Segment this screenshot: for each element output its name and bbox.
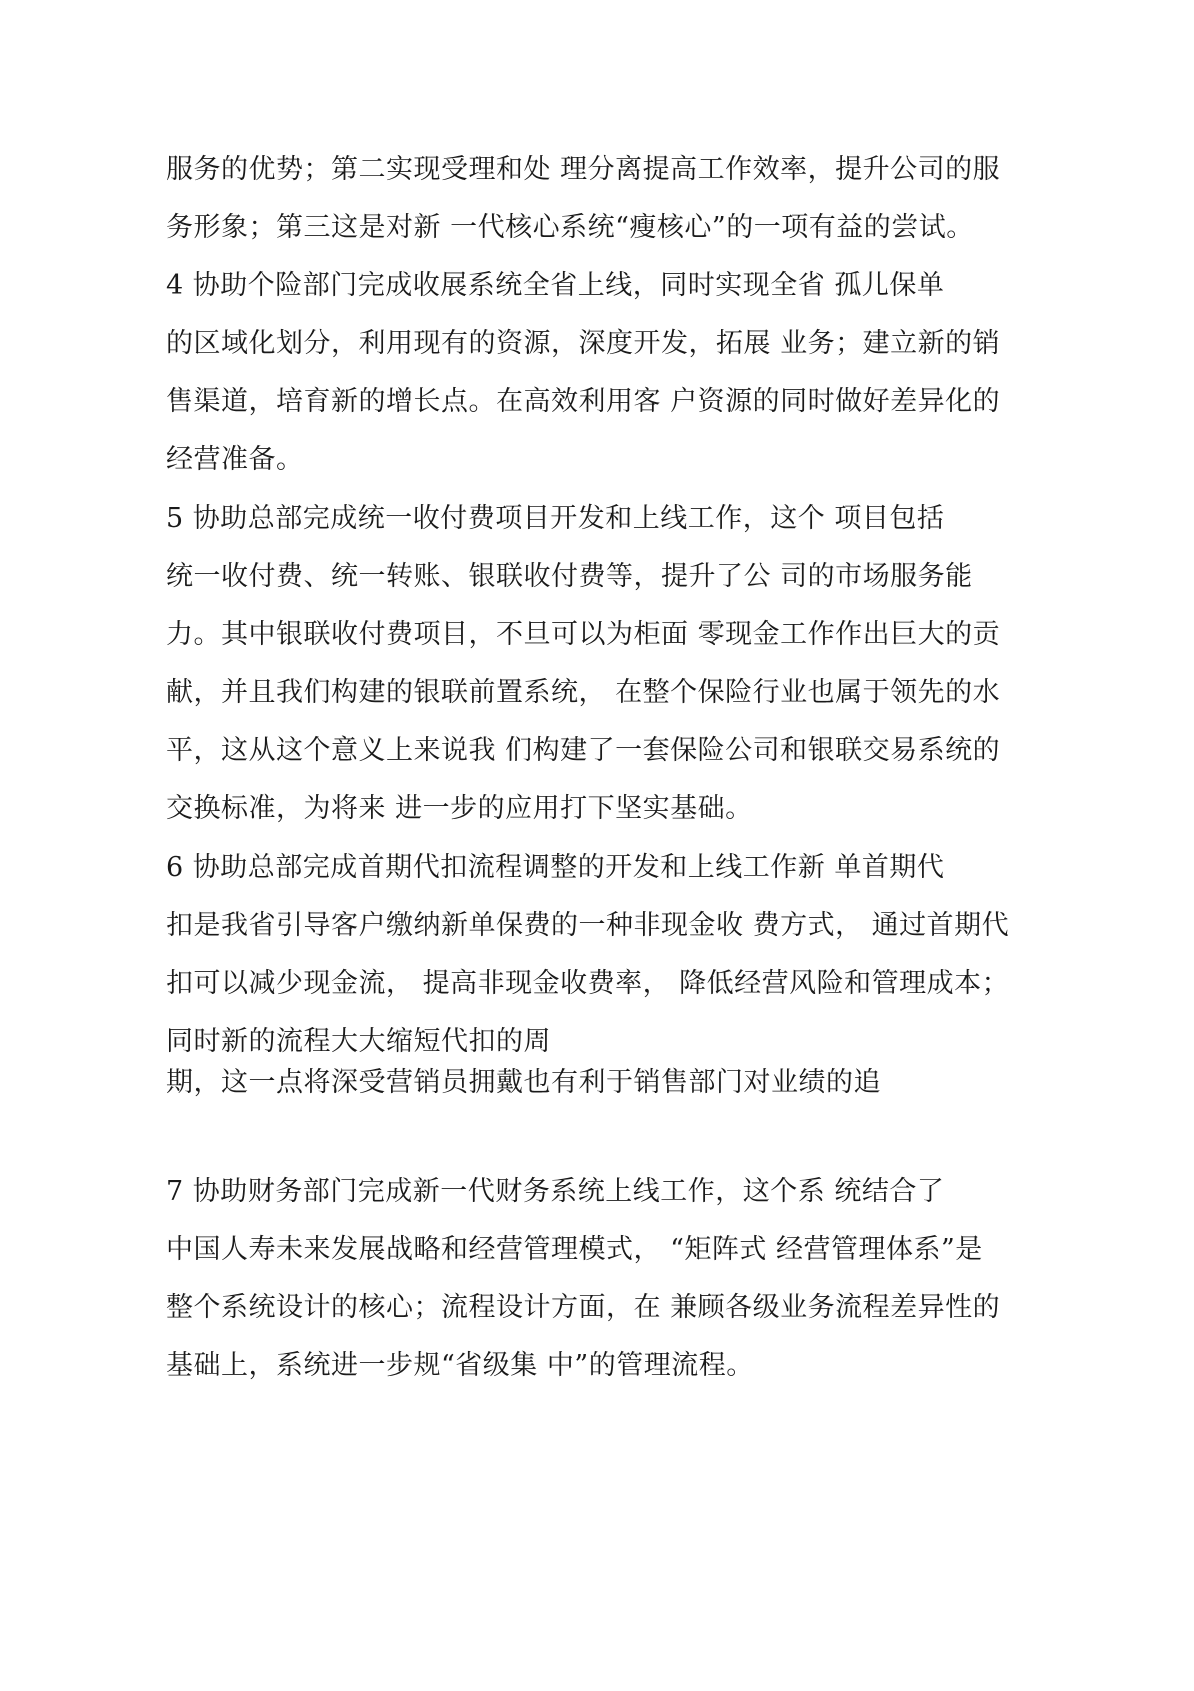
text-line: 整个系统设计的核心；流程设计方面，在 兼顾各级业务流程差异性的	[166, 1292, 1001, 1323]
text-line: 扣是我省引导客户缴纳新单保费的一种非现金收 费方式， 通过首期代	[166, 910, 1010, 941]
text-line: 的区域化划分，利用现有的资源，深度开发，拓展 业务；建立新的销	[166, 328, 1001, 359]
text-line: 经营准备。	[166, 444, 304, 475]
text-line: 6 协助总部完成首期代扣流程调整的开发和上线工作新 单首期代	[166, 852, 945, 883]
text-line: 平，这从这个意义上来说我 们构建了一套保险公司和银联交易系统的	[166, 735, 1001, 766]
text-line: 期，这一点将深受营销员拥戴也有利于销售部门对业绩的追	[166, 1067, 881, 1098]
text-line: 中国人寿未来发展战略和经营管理模式， “矩阵式 经营管理体系”是	[166, 1234, 983, 1265]
text-line: 献，并且我们构建的银联前置系统， 在整个保险行业也属于领先的水	[166, 677, 1001, 708]
text-line: 统一收付费、统一转账、银联收付费等，提升了公 司的市场服务能	[166, 561, 973, 592]
text-line: 扣可以减少现金流， 提高非现金收费率， 降低经营风险和管理成本；	[166, 968, 1010, 999]
text-line: 交换标准，为将来 进一步的应用打下坚实基础。	[166, 793, 753, 824]
text-line: 4 协助个险部门完成收展系统全省上线，同时实现全省 孤儿保单	[166, 270, 945, 301]
text-line: 服务的优势；第二实现受理和处 理分离提高工作效率，提升公司的服	[166, 154, 1001, 185]
text-line: 7 协助财务部门完成新一代财务系统上线工作，这个系 统结合了	[166, 1176, 945, 1207]
text-line: 力。其中银联收付费项目，不旦可以为柜面 零现金工作作出巨大的贡	[166, 619, 1001, 650]
text-line: 务形象；第三这是对新 一代核心系统“瘦核心”的一项有益的尝试。	[166, 212, 974, 243]
text-line: 售渠道，培育新的增长点。在高效利用客 户资源的同时做好差异化的	[166, 386, 1001, 417]
text-line: 基础上，系统进一步规“省级集 中”的管理流程。	[166, 1350, 754, 1381]
text-line: 5 协助总部完成统一收付费项目开发和上线工作，这个 项目包括	[166, 503, 945, 534]
text-line: 同时新的流程大大缩短代扣的周	[166, 1026, 551, 1057]
